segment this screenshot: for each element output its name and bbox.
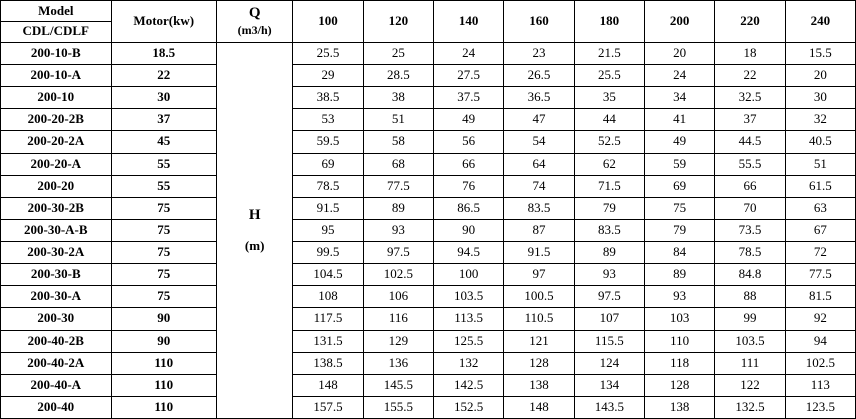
cell-value: 103.5 [715,330,785,352]
cell-value: 111 [715,352,785,374]
cell-value: 38.5 [293,87,363,109]
cell-value: 117.5 [293,308,363,330]
cell-value: 77.5 [363,175,433,197]
cell-value: 58 [363,131,433,153]
cell-value: 25.5 [293,42,363,64]
cell-value: 23 [504,42,574,64]
cell-value: 32.5 [715,87,785,109]
cell-value: 52.5 [574,131,644,153]
cell-value: 124 [574,352,644,374]
cell-value: 88 [715,286,785,308]
cell-value: 51 [363,109,433,131]
header-q-unit: (m3/h) [237,22,272,37]
cell-value: 53 [293,109,363,131]
cell-motor: 75 [111,286,216,308]
cell-motor: 110 [111,352,216,374]
cell-value: 99 [715,308,785,330]
table-row [1,219,856,241]
header-flow-180: 180 [574,1,644,43]
cell-model: 200-40-2A [1,352,112,374]
cell-value: 35 [574,87,644,109]
cell-value: 128 [504,352,574,374]
cell-motor: 90 [111,330,216,352]
cell-value: 40.5 [785,131,855,153]
cell-value: 122 [715,374,785,396]
cell-value: 129 [363,330,433,352]
cell-value: 95 [293,219,363,241]
cell-value: 99.5 [293,242,363,264]
cell-value: 100.5 [504,286,574,308]
cell-value: 73.5 [715,219,785,241]
cell-value: 106 [363,286,433,308]
cell-model: 200-30-B [1,264,112,286]
cell-value: 155.5 [363,396,433,418]
cell-value: 21.5 [574,42,644,64]
cell-value: 55.5 [715,153,785,175]
cell-model: 200-20-2A [1,131,112,153]
cell-value: 59 [644,153,714,175]
cell-value: 86.5 [434,197,504,219]
cell-value: 116 [363,308,433,330]
cell-value: 83.5 [504,197,574,219]
cell-value: 89 [363,197,433,219]
table-row [1,242,856,264]
cell-value: 76 [434,175,504,197]
cell-value: 103.5 [434,286,504,308]
cell-value: 143.5 [574,396,644,418]
cell-value: 94 [785,330,855,352]
cell-value: 89 [644,264,714,286]
header-flow-160: 160 [504,1,574,43]
head-symbol: H [248,206,261,223]
cell-value: 118 [644,352,714,374]
cell-value: 62 [574,153,644,175]
cell-value: 115.5 [574,330,644,352]
cell-model: 200-30-A [1,286,112,308]
cell-motor: 110 [111,396,216,418]
cell-value: 25.5 [574,65,644,87]
cell-value: 97.5 [574,286,644,308]
cell-value: 49 [434,109,504,131]
header-q-symbol: Q [248,5,261,22]
table-row [1,308,856,330]
cell-value: 132.5 [715,396,785,418]
cell-value: 49 [644,131,714,153]
header-flow-120: 120 [363,1,433,43]
cell-value: 15.5 [785,42,855,64]
cell-value: 41 [644,109,714,131]
cell-value: 81.5 [785,286,855,308]
cell-model: 200-30 [1,308,112,330]
cell-value: 61.5 [785,175,855,197]
cell-value: 51 [785,153,855,175]
cell-value: 110 [644,330,714,352]
table-row [1,374,856,396]
cell-value: 54 [504,131,574,153]
cell-value: 77.5 [785,264,855,286]
cell-value: 148 [504,396,574,418]
cell-motor: 90 [111,308,216,330]
cell-value: 91.5 [504,242,574,264]
cell-value: 34 [644,87,714,109]
table-row [1,330,856,352]
cell-value: 128 [644,374,714,396]
cell-value: 30 [785,87,855,109]
cell-value: 64 [504,153,574,175]
cell-value: 92 [785,308,855,330]
cell-value: 132 [434,352,504,374]
header-model [1,1,112,43]
cell-value: 70 [715,197,785,219]
cell-value: 18 [715,42,785,64]
header-flow-140: 140 [434,1,504,43]
cell-value: 138 [644,396,714,418]
cell-value: 59.5 [293,131,363,153]
cell-value: 72 [785,242,855,264]
cell-motor: 45 [111,131,216,153]
cell-value: 20 [644,42,714,64]
cell-value: 71.5 [574,175,644,197]
cell-motor: 18.5 [111,42,216,64]
cell-value: 123.5 [785,396,855,418]
cell-value: 89 [574,242,644,264]
cell-model: 200-30-2A [1,242,112,264]
header-row [1,1,856,43]
cell-value: 90 [434,219,504,241]
cell-value: 67 [785,219,855,241]
header-flow-240: 240 [785,1,855,43]
cell-value: 78.5 [293,175,363,197]
head-unit: (m) [244,238,265,254]
cell-value: 138 [504,374,574,396]
cell-value: 83.5 [574,219,644,241]
cell-value: 27.5 [434,65,504,87]
cell-value: 138.5 [293,352,363,374]
cell-value: 37.5 [434,87,504,109]
cell-value: 24 [434,42,504,64]
cell-value: 157.5 [293,396,363,418]
cell-motor: 22 [111,65,216,87]
cell-value: 68 [363,153,433,175]
cell-value: 66 [434,153,504,175]
cell-value: 29 [293,65,363,87]
cell-model: 200-10-B [1,42,112,64]
cell-value: 97.5 [363,242,433,264]
cell-value: 93 [574,264,644,286]
cell-motor: 37 [111,109,216,131]
cell-motor: 55 [111,153,216,175]
table-row [1,42,856,64]
cell-value: 148 [293,374,363,396]
cell-value: 69 [293,153,363,175]
cell-value: 125.5 [434,330,504,352]
cell-value: 37 [715,109,785,131]
cell-value: 74 [504,175,574,197]
cell-value: 94.5 [434,242,504,264]
cell-value: 79 [574,197,644,219]
table-row [1,286,856,308]
table-row [1,175,856,197]
cell-value: 131.5 [293,330,363,352]
table-row [1,87,856,109]
cell-model: 200-30-A-B [1,219,112,241]
cell-head-unit [217,42,293,418]
cell-motor: 75 [111,264,216,286]
cell-value: 63 [785,197,855,219]
cell-model: 200-40 [1,396,112,418]
table-row [1,153,856,175]
cell-value: 142.5 [434,374,504,396]
cell-value: 102.5 [785,352,855,374]
cell-value: 97 [504,264,574,286]
cell-value: 145.5 [363,374,433,396]
cell-value: 103 [644,308,714,330]
table-row [1,109,856,131]
cell-value: 121 [504,330,574,352]
cell-value: 32 [785,109,855,131]
cell-value: 25 [363,42,433,64]
cell-value: 134 [574,374,644,396]
cell-value: 93 [644,286,714,308]
table-row [1,131,856,153]
cell-value: 87 [504,219,574,241]
cell-value: 93 [363,219,433,241]
table-row [1,264,856,286]
cell-model: 200-20-A [1,153,112,175]
table-header [1,1,856,43]
table-row [1,197,856,219]
header-flow-100: 100 [293,1,363,43]
cell-value: 75 [644,197,714,219]
cell-value: 113.5 [434,308,504,330]
cell-model: 200-30-2B [1,197,112,219]
header-flow-200: 200 [644,1,714,43]
cell-value: 113 [785,374,855,396]
cell-value: 44 [574,109,644,131]
header-flow-unit [217,1,293,43]
cell-motor: 75 [111,219,216,241]
cell-value: 84 [644,242,714,264]
cell-motor: 30 [111,87,216,109]
cell-value: 69 [644,175,714,197]
cell-value: 110.5 [504,308,574,330]
cell-value: 28.5 [363,65,433,87]
cell-value: 79 [644,219,714,241]
cell-value: 78.5 [715,242,785,264]
cell-value: 26.5 [504,65,574,87]
cell-value: 66 [715,175,785,197]
table-row [1,65,856,87]
cell-motor: 75 [111,242,216,264]
cell-motor: 75 [111,197,216,219]
cell-model: 200-10 [1,87,112,109]
cell-value: 36.5 [504,87,574,109]
cell-model: 200-20-2B [1,109,112,131]
cell-model: 200-40-A [1,374,112,396]
cell-value: 47 [504,109,574,131]
cell-value: 44.5 [715,131,785,153]
header-motor: Motor(kw) [111,1,216,43]
header-model-top: Model [1,1,111,22]
cell-value: 22 [715,65,785,87]
header-model-bottom: CDL/CDLF [22,22,89,38]
cell-value: 91.5 [293,197,363,219]
cell-value: 136 [363,352,433,374]
cell-value: 104.5 [293,264,363,286]
table-row [1,352,856,374]
cell-value: 100 [434,264,504,286]
header-flow-220: 220 [715,1,785,43]
cell-model: 200-10-A [1,65,112,87]
cell-value: 102.5 [363,264,433,286]
cell-motor: 110 [111,374,216,396]
cell-value: 38 [363,87,433,109]
cell-value: 56 [434,131,504,153]
cell-model: 200-20 [1,175,112,197]
cell-value: 152.5 [434,396,504,418]
cell-value: 20 [785,65,855,87]
cell-model: 200-40-2B [1,330,112,352]
cell-value: 24 [644,65,714,87]
table-body [1,42,856,418]
table-row [1,396,856,418]
cell-value: 84.8 [715,264,785,286]
cell-value: 107 [574,308,644,330]
cell-motor: 55 [111,175,216,197]
cell-value: 108 [293,286,363,308]
